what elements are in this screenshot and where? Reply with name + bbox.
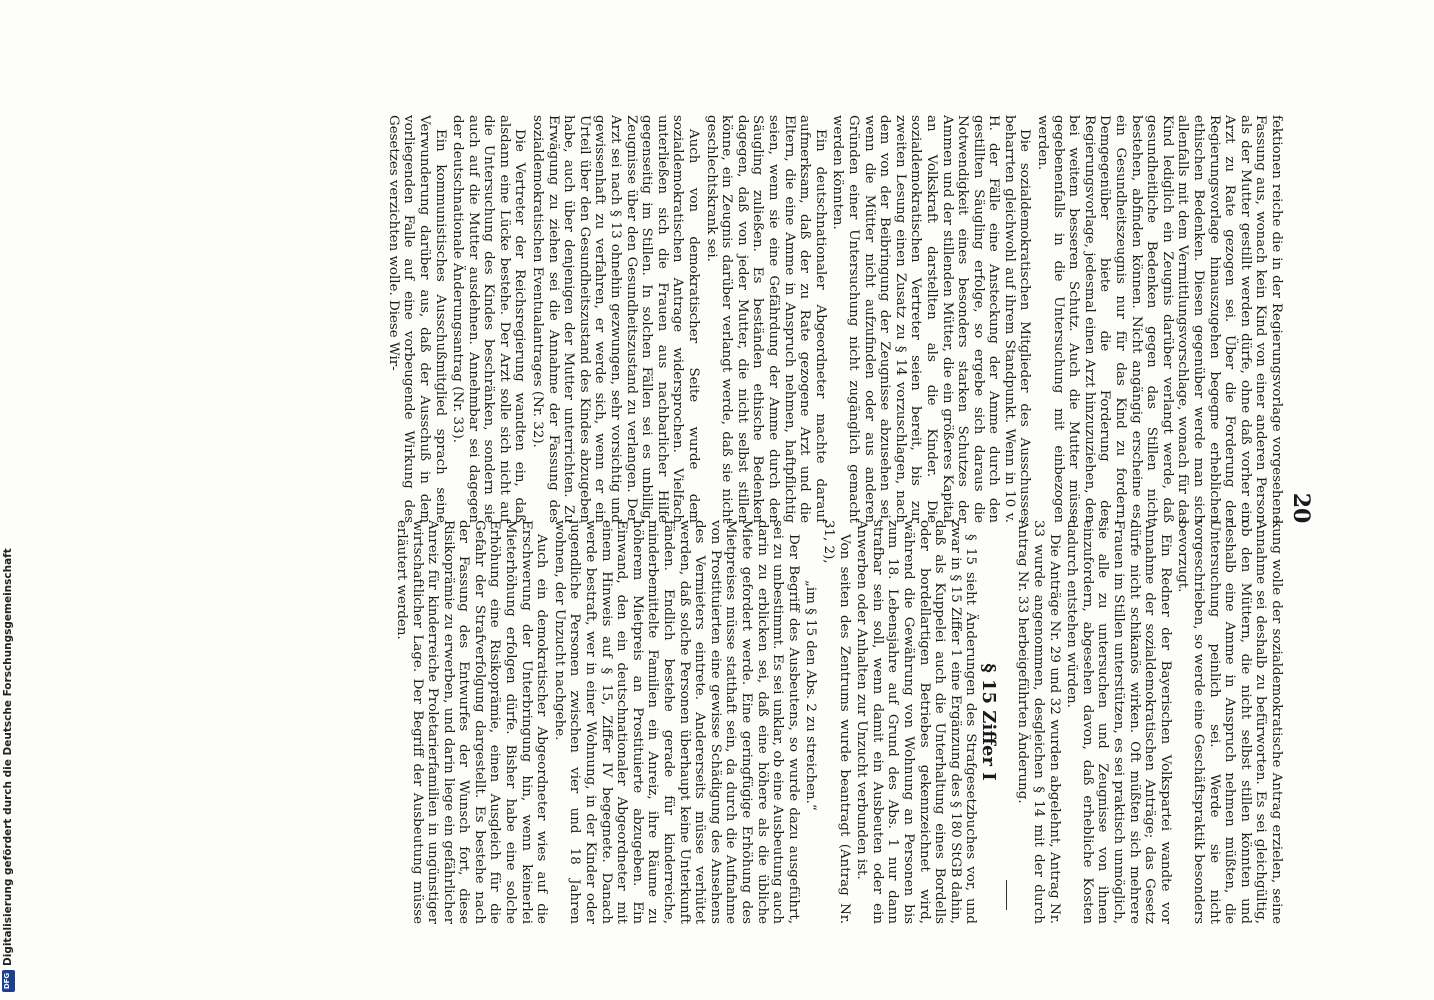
paragraph: kung wolle der sozialdemokratische Antrag erzielen, seine Annahme sei deshalb zu befürworten. Es sei gleichgültig, ob den Müttern, die nicht selbst stillen könnten und deshalb eine Amme in Anspruch nehmen müßten, die Untersuchung peinlich sei. Werde sie nicht vorgeschrieben, so werde eine Geschäftspraktik besonders bevorzugt. bbox=[1175, 520, 1284, 924]
dfg-logo bbox=[2, 970, 15, 992]
paragraph: Ein Redner der Bayerischen Volkspartei wandte vor Annahme der sozialdemokratischen Anträge; das Gesetz dürfe nicht schikanös wirken. Oft müßten sich mehrere Frauen im Stillen unterstützen, es sei praktisch unmöglich, sie alle zu untersuchen und Zeugnisse von ihnen einzufordern, abgesehen davon, daß erhebliche Kosten dadurch entstehen würden. bbox=[1064, 520, 1173, 924]
paragraph: Ein deutschnationaler Abgeordneter machte darauf aufmerksam, daß der zu Rate gezogene Arzt und die Eltern, die eine Amme in Anspruch nehmen, haftpflichtig seien, wenn sie eine Gefährdung der Amme durch den Säugling zuließen. Es beständen ethische Bedenken dagegen, daß von jeder Mutter, die nicht selbst stillen könne, ein Zeugnis darüber verlangt werde, daß sie nicht geschlechtskrank sei. bbox=[703, 115, 828, 523]
paragraph: Auch ein demokratischer Abgeordneter wies auf die Erschwerung der Unterbringung hin, wenn keinerlei Mieterhöhung erfolgen dürfe. Bisher habe eine solche Erhöhung eine Risikoprämie, einen Ausgleich für die Gefahr der Strafverfolgung dargestellt. Es bestehe nach der Fassung des Entwurfes der Wunsch fort, diese Risikoprämie zu erwerben, und darin liege ein gefährlicher Anreiz für kinderreiche Proletarierfamilien in ungünstiger wirtschaftlicher Lage. Der Begriff der Ausbeutung müsse erläutert werden. bbox=[393, 520, 550, 924]
page-number: 20 bbox=[1288, 492, 1314, 524]
paragraph: Von seiten des Zentrums wurde beantragt (Antrag Nr. 31, 2), bbox=[820, 520, 852, 924]
paragraph: Ein kommunistisches Ausschußmitglied sprach seine Verwunderung darüber aus, daß der Ausschuß in dem vorliegenden Falle auf eine vorbeugende Wirkung des Gesetzes verzichten wolle. Diese Wir- bbox=[385, 115, 448, 523]
digitization-credit-text: Digitalisierung gefördert durch die Deutsche Forschungsgemeinschaft bbox=[2, 548, 14, 966]
paragraph: Der Begriff des Ausbeutens, so wurde dazu ausgeführt, sei zu unbestimmt. Es sei unklar, ob eine Ausbeutung auch darin zu erblicken sei, daß eine höhere als die übliche Miete gefordert werde. Eine geringfügige Erhöhung des Mietpreises müsse statthaft sein, da durch die Aufnahme von Prostituierten eine gewisse Schädigung des Ansehens des Vermieters eintrete. Andererseits müsse verhütet werden, daß solche Personen überhaupt keine Unterkunft fänden. Endlich bestehe gerade für kinderreiche, minderbemittelte Familien ein Anreiz, ihre Räume zu höherem Mietpreis an Prostituierte abzugeben. Ein Einwand, den ein deutschnationaler Abgeordneter mit einem Hinweis auf § 15, Ziffer IV begegnete. Danach werde bestraft, wer in einer Wohnung, in der Kinder oder jugendliche Personen zwischen vier und 18 Jahren wohnen, der Unzucht nachgehe. bbox=[551, 520, 801, 924]
text-column-left bbox=[64, 115, 1284, 523]
digitization-credit bbox=[2, 548, 16, 992]
section-heading: § 15 Ziffer I bbox=[977, 663, 999, 781]
dfg-logo-text: DFG bbox=[3, 972, 12, 990]
paragraph: Die sozialdemokratischen Mitglieder des Ausschusses beharrten gleichwohl auf ihrem Standpunkt. Wenn in 10 v. H. der Fälle eine Ansteckung der Amme durch den gestillten Säugling erfolge, so ergebe sich daraus die Notwendigkeit eines besonders starken Schutzes der Ammen und der stillenden Mütter, die ein größeres Kapital an Volkskraft darstellten als die Kinder. Die sozialdemokratischen Vertreter seien bereit, bis zur zweiten Lesung einen Zusatz zu § 14 vorzuschlagen, nach dem von der Beibringung der Zeugnisse abzusehen sei, wenn die Mütter nicht aufzufinden oder aus anderen Gründen einer Untersuchung nicht zugänglich gemacht werden könnten. bbox=[830, 115, 1033, 523]
paragraph: Die Vertreter der Reichsregierung wandten ein, daß alsdann eine Lücke bestehe. Der Arzt solle sich nicht auf die Untersuchung des Kindes beschränken, sondern sie auch auf die Mutter ausdehnen. Annehmbar sei dagegen der deutschnationale Änderungsantrag (Nr. 33). bbox=[450, 115, 528, 523]
quotation: „im § 15 den Abs. 2 zu streichen.“ bbox=[803, 580, 819, 811]
paragraph: Auch von demokratischer Seite wurde dem sozialdemokratischen Antrage widersprochen. Vielfach unterließen sich die Frauen aus nachbarlicher Hilfe gegenseitig im Stillen. In solchen Fällen sei es unbillig, Zeugnisse über den Gesundheitszustand zu verlangen. Der Arzt sei nach § 13 ohnehin gezwungen, sehr vorsichtig und gewissenhaft zu verfahren, er werde sich, wenn er ein Urteil über den Gesundheitszustand des Kindes abzugeben habe, auch über denjenigen der Mutter unterrichten. Zu Erwägung zu ziehen sei die Annahme der Fassung des sozialdemokratischen Eventualantrages (Nr. 32). bbox=[530, 115, 702, 523]
paragraph: § 15 sieht Änderungen des Strafgesetzbuches vor, und zwar in § 15 Ziffer 1 eine Ergänzung des § 180 StGB dahin, daß als Kuppelei auch die Unterhaltung eines Bordells oder bordellartigen Betriebes gekennzeichnet wird, während die Gewährung von Wohnung an Personen bis zum 18. Lebensjahre auf Grund des Abs. 1 nur dann strafbar sein soll, wenn damit ein Ausbeuten oder ein Anwerben oder Anhalten zur Unzucht verbunden ist. bbox=[854, 520, 979, 924]
text-column-right bbox=[64, 520, 1284, 924]
paragraph: Die Anträge Nr. 29 und 32 wurden abgelehnt, Antrag Nr. 33 wurde angenommen, desgleichen § 14 mit der durch Antrag Nr. 33 herbeigeführten Änderung. bbox=[1015, 520, 1062, 924]
divider bbox=[1006, 880, 1007, 910]
paragraph: fektionen reiche die in der Regierungsvorlage vorgesehene Fassung aus, wonach kein Kind von einer anderen Person als der Mutter gestillt werden dürfe, ohne daß vorher ein Arzt zu Rate gezogen sei. Über die Forderung der Regierungsvorlage hinauszugehen begegne erheblichen ethischen Bedenken. Diesen gegenüber werde man sich allenfalls mit dem Vermittlungsvorschlage, wonach für das Kind lediglich ein Zeugnis darüber verlangt werde, daß gesundheitliche Bedenken gegen das Stillen nicht bestehen, abfinden können. Nicht angängig erscheine es, ein Gesundheitszeugnis nur für das Kind zu fordern. Demgegenüber biete die Forderung der Regierungsvorlage, jedesmal einen Arzt hinzuzuziehen, den bei weitem besseren Schutz. Auch die Mutter müsse gegebenenfalls in die Untersuchung mit einbezogen werden. bbox=[1035, 115, 1284, 523]
